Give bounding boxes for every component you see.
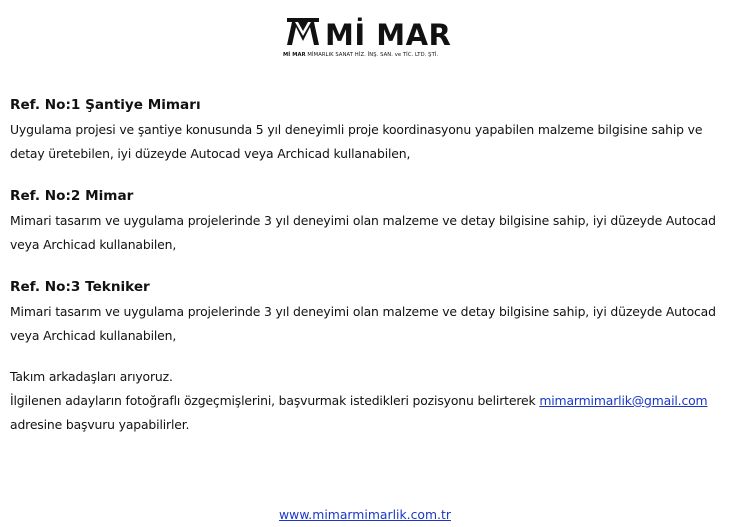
job-listing [10, 96, 722, 166]
closing-line-2-text: İlgilenen adayların fotoğraflı özgeçmişlerini, başvurmak istedikleri pozisyonu belirterek [10, 393, 536, 408]
email-link[interactable]: mimarmimarlik@gmail.com [539, 393, 708, 408]
closing-line-1: Takım arkadaşları arıyoruz. [10, 369, 173, 384]
logo-tagline-text: MİMARLIK SANAT HİZ. İNŞ. SAN. ve TİC. LTD. ŞTİ. [307, 52, 439, 58]
job-title: Ref. No:1 Şantiye Mimarı [10, 97, 201, 113]
footer [0, 507, 730, 522]
company-logo [283, 14, 453, 62]
logo-wordmark [283, 14, 453, 50]
job-listing [10, 187, 722, 257]
logo-tagline [283, 52, 438, 58]
job-title: Ref. No:3 Tekniker [10, 279, 150, 295]
closing-text [10, 365, 722, 437]
logo-tagline-bold: Mİ MAR [283, 52, 306, 58]
job-listings [10, 96, 722, 437]
job-description: Mimari tasarım ve uygulama projelerinde 3 yıl deneyimi olan malzeme ve detay bilgisine sahip, iyi düzeyde Autocad veya Archicad kullanabilen, [10, 304, 716, 343]
job-title: Ref. No:2 Mimar [10, 188, 134, 204]
logo-wordmark-text: Mİ MAR [325, 18, 452, 50]
job-description: Mimari tasarım ve uygulama projelerinde 3 yıl deneyimi olan malzeme ve detay bilgisine sahip, iyi düzeyde Autocad veya Archicad kullanabilen, [10, 213, 716, 252]
job-description: Uygulama projesi ve şantiye konusunda 5 yıl deneyimli proje koordinasyonu yapabilen malzeme bilgisine sahip ve detay üretebilen, iyi düzeyde Autocad veya Archicad kullanabilen, [10, 122, 703, 161]
website-link[interactable]: www.mimarmimarlik.com.tr [279, 507, 451, 522]
job-listing [10, 278, 722, 348]
closing-line-3: adresine başvuru yapabilirler. [10, 417, 190, 432]
closing-line-2 [10, 389, 722, 413]
